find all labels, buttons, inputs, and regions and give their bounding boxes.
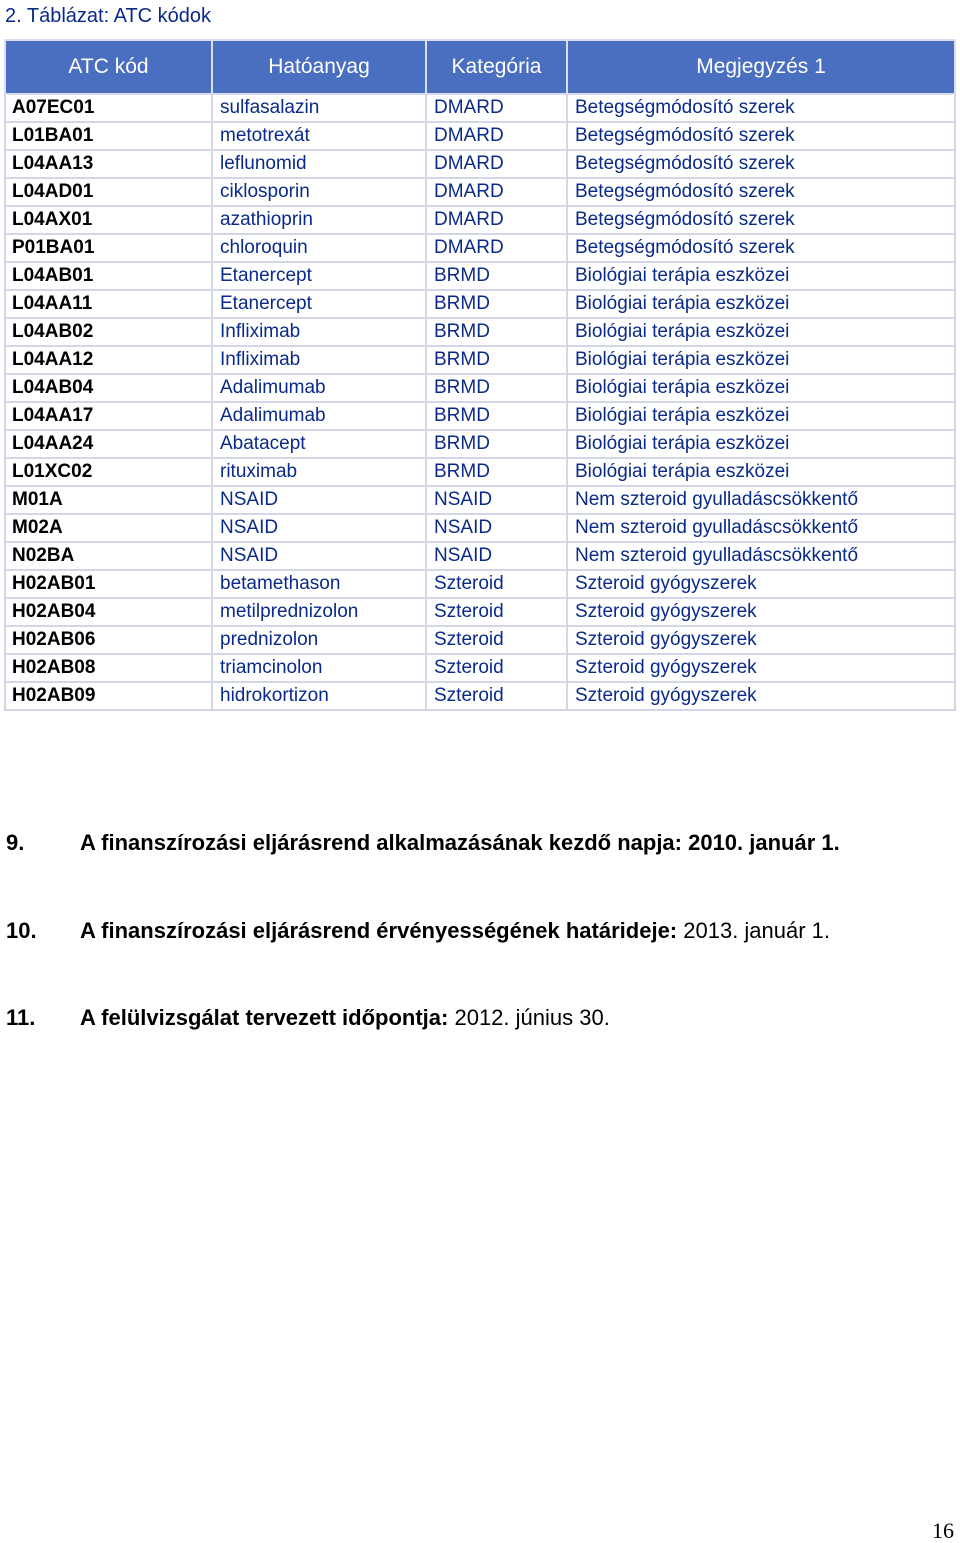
cell-atc-code: H02AB04 <box>5 598 212 626</box>
table-header-row <box>5 40 955 94</box>
cell-note: Betegségmódosító szerek <box>567 178 955 206</box>
cell-active-substance: Etanercept <box>212 290 426 318</box>
cell-atc-code: H02AB09 <box>5 682 212 710</box>
cell-active-substance: NSAID <box>212 542 426 570</box>
section-10 <box>6 917 830 945</box>
page-number: 16 <box>932 1518 954 1543</box>
section-9 <box>6 829 840 857</box>
cell-note: Nem szteroid gyulladáscsökkentő <box>567 514 955 542</box>
cell-note: Biológiai terápia eszközei <box>567 290 955 318</box>
section-11-number: 11. <box>6 1005 36 1030</box>
cell-active-substance: chloroquin <box>212 234 426 262</box>
cell-active-substance: Adalimumab <box>212 374 426 402</box>
cell-atc-code: L04AB02 <box>5 318 212 346</box>
cell-note: Biológiai terápia eszközei <box>567 318 955 346</box>
cell-active-substance: hidrokortizon <box>212 682 426 710</box>
cell-note: Biológiai terápia eszközei <box>567 262 955 290</box>
cell-atc-code: N02BA <box>5 542 212 570</box>
table-row <box>5 682 955 710</box>
cell-category: DMARD <box>426 178 567 206</box>
header-active-substance: Hatóanyag <box>212 40 426 94</box>
table-row <box>5 262 955 290</box>
atc-code-table <box>4 39 956 711</box>
table-row <box>5 374 955 402</box>
table-row <box>5 514 955 542</box>
section-9-label: A finanszírozási eljárásrend alkalmazásának kezdő napja: 2010. január 1. <box>80 830 840 855</box>
cell-active-substance: metilprednizolon <box>212 598 426 626</box>
cell-atc-code: P01BA01 <box>5 234 212 262</box>
cell-active-substance: Infliximab <box>212 346 426 374</box>
cell-category: DMARD <box>426 150 567 178</box>
cell-category: Szteroid <box>426 626 567 654</box>
cell-active-substance: metotrexát <box>212 122 426 150</box>
cell-note: Biológiai terápia eszközei <box>567 374 955 402</box>
table-row <box>5 318 955 346</box>
cell-category: Szteroid <box>426 682 567 710</box>
table-row <box>5 150 955 178</box>
section-10-value: 2013. január 1. <box>677 918 831 943</box>
cell-atc-code: L01XC02 <box>5 458 212 486</box>
cell-active-substance: Adalimumab <box>212 402 426 430</box>
cell-active-substance: sulfasalazin <box>212 94 426 122</box>
cell-active-substance: Infliximab <box>212 318 426 346</box>
cell-note: Nem szteroid gyulladáscsökkentő <box>567 486 955 514</box>
cell-note: Betegségmódosító szerek <box>567 150 955 178</box>
cell-category: DMARD <box>426 94 567 122</box>
cell-active-substance: Abatacept <box>212 430 426 458</box>
cell-active-substance: NSAID <box>212 486 426 514</box>
cell-note: Biológiai terápia eszközei <box>567 458 955 486</box>
cell-category: BRMD <box>426 458 567 486</box>
cell-atc-code: H02AB06 <box>5 626 212 654</box>
cell-note: Szteroid gyógyszerek <box>567 682 955 710</box>
cell-atc-code: L04AA24 <box>5 430 212 458</box>
cell-category: DMARD <box>426 206 567 234</box>
cell-note: Biológiai terápia eszközei <box>567 346 955 374</box>
cell-category: BRMD <box>426 346 567 374</box>
cell-atc-code: L04AB04 <box>5 374 212 402</box>
table-row <box>5 458 955 486</box>
section-11 <box>6 1004 610 1032</box>
cell-category: BRMD <box>426 430 567 458</box>
cell-atc-code: L04AB01 <box>5 262 212 290</box>
cell-atc-code: H02AB01 <box>5 570 212 598</box>
cell-active-substance: rituximab <box>212 458 426 486</box>
cell-category: BRMD <box>426 318 567 346</box>
header-atc-code: ATC kód <box>5 40 212 94</box>
section-10-number: 10. <box>6 918 37 943</box>
cell-category: BRMD <box>426 402 567 430</box>
table-row <box>5 626 955 654</box>
section-9-number: 9. <box>6 830 25 855</box>
cell-category: NSAID <box>426 542 567 570</box>
cell-note: Szteroid gyógyszerek <box>567 626 955 654</box>
table-row <box>5 178 955 206</box>
table-row <box>5 206 955 234</box>
cell-note: Betegségmódosító szerek <box>567 234 955 262</box>
cell-note: Szteroid gyógyszerek <box>567 598 955 626</box>
cell-note: Szteroid gyógyszerek <box>567 570 955 598</box>
cell-category: NSAID <box>426 514 567 542</box>
table-row <box>5 402 955 430</box>
table-row <box>5 654 955 682</box>
cell-category: Szteroid <box>426 570 567 598</box>
table-row <box>5 570 955 598</box>
cell-category: DMARD <box>426 234 567 262</box>
cell-category: BRMD <box>426 374 567 402</box>
cell-active-substance: azathioprin <box>212 206 426 234</box>
cell-atc-code: A07EC01 <box>5 94 212 122</box>
cell-note: Szteroid gyógyszerek <box>567 654 955 682</box>
table-row <box>5 598 955 626</box>
section-10-label: A finanszírozási eljárásrend érvényességének határideje: <box>80 918 678 943</box>
cell-atc-code: L04AA13 <box>5 150 212 178</box>
cell-category: BRMD <box>426 262 567 290</box>
cell-atc-code: L04AX01 <box>5 206 212 234</box>
cell-note: Biológiai terápia eszközei <box>567 430 955 458</box>
cell-active-substance: ciklosporin <box>212 178 426 206</box>
cell-atc-code: L04AA11 <box>5 290 212 318</box>
table-row <box>5 430 955 458</box>
cell-note: Betegségmódosító szerek <box>567 122 955 150</box>
cell-active-substance: Etanercept <box>212 262 426 290</box>
cell-active-substance: betamethason <box>212 570 426 598</box>
cell-note: Nem szteroid gyulladáscsökkentő <box>567 542 955 570</box>
cell-note: Betegségmódosító szerek <box>567 206 955 234</box>
cell-category: BRMD <box>426 290 567 318</box>
header-note: Megjegyzés 1 <box>567 40 955 94</box>
section-11-value: 2012. június 30. <box>448 1005 610 1030</box>
table-caption: 2. Táblázat: ATC kódok <box>5 5 212 27</box>
cell-note: Biológiai terápia eszközei <box>567 402 955 430</box>
cell-category: NSAID <box>426 486 567 514</box>
table-row <box>5 234 955 262</box>
cell-category: Szteroid <box>426 654 567 682</box>
cell-atc-code: L04AA12 <box>5 346 212 374</box>
table-row <box>5 290 955 318</box>
table-row <box>5 122 955 150</box>
cell-category: Szteroid <box>426 598 567 626</box>
header-category: Kategória <box>426 40 567 94</box>
table-row <box>5 486 955 514</box>
cell-atc-code: L04AA17 <box>5 402 212 430</box>
cell-active-substance: NSAID <box>212 514 426 542</box>
cell-atc-code: M01A <box>5 486 212 514</box>
table-row <box>5 542 955 570</box>
table-row <box>5 346 955 374</box>
cell-note: Betegségmódosító szerek <box>567 94 955 122</box>
cell-atc-code: L01BA01 <box>5 122 212 150</box>
table-row <box>5 94 955 122</box>
cell-active-substance: triamcinolon <box>212 654 426 682</box>
cell-atc-code: M02A <box>5 514 212 542</box>
cell-active-substance: prednizolon <box>212 626 426 654</box>
cell-category: DMARD <box>426 122 567 150</box>
cell-active-substance: leflunomid <box>212 150 426 178</box>
table-body <box>5 94 955 710</box>
cell-atc-code: L04AD01 <box>5 178 212 206</box>
section-11-label: A felülvizsgálat tervezett időpontja: <box>80 1005 449 1030</box>
cell-atc-code: H02AB08 <box>5 654 212 682</box>
